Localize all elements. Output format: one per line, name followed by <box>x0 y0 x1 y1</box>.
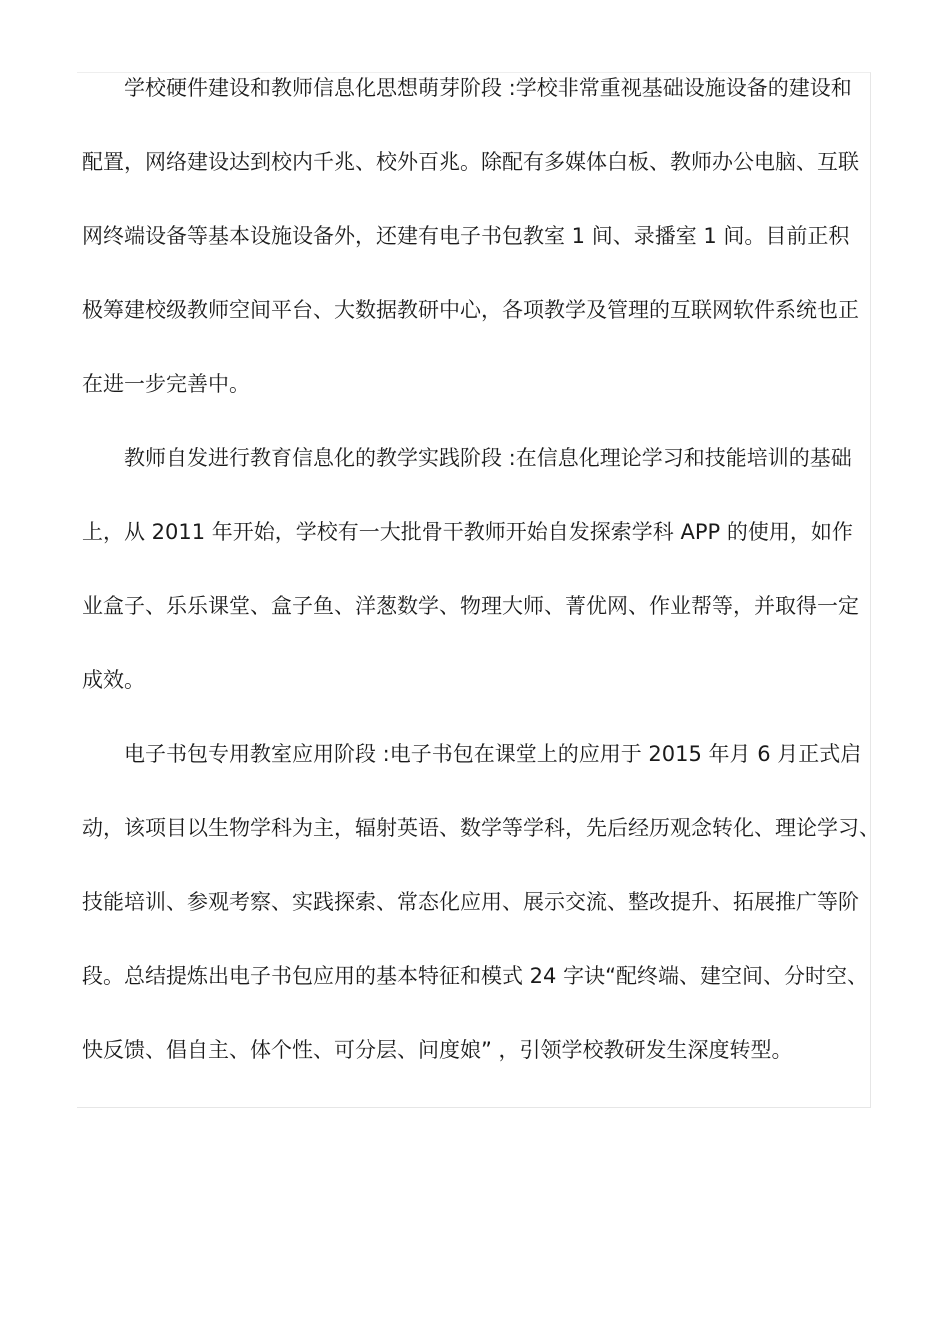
paragraph-1-line-4: 极筹建校级教师空间平台、大数据教研中心，各项教学及管理的互联网软件系统也正 <box>82 298 859 322</box>
paragraph-3-line-5: 快反馈、倡自主、体个性、可分层、问度娘” ，引领学校教研发生深度转型。 <box>82 1038 793 1062</box>
paragraph-2-line-3: 业盒子、乐乐课堂、盒子鱼、洋葱数学、物理大师、菁优网、作业帮等，并取得一定 <box>82 594 859 618</box>
paragraph-3-line-4: 段。总结提炼出电子书包应用的基本特征和模式 24 字诀“配终端、建空间、分时空、 <box>82 964 868 988</box>
paragraph-1-line-1: 学校硬件建设和教师信息化思想萌芽阶段 :学校非常重视基础设施设备的建设和 <box>124 76 852 100</box>
paragraph-1-line-2: 配置，网络建设达到校内千兆、校外百兆。除配有多媒体白板、教师办公电脑、互联 <box>82 150 859 174</box>
paragraph-3-line-2: 动，该项目以生物学科为主，辐射英语、数学等学科，先后经历观念转化、理论学习、 <box>82 816 880 840</box>
paragraph-2-line-1: 教师自发进行教育信息化的教学实践阶段 :在信息化理论学习和技能培训的基础 <box>124 446 852 470</box>
paragraph-2-line-4: 成效。 <box>82 668 145 692</box>
paragraph-2-line-2: 上，从 2011 年开始，学校有一大批骨干教师开始自发探索学科 APP 的使用，如作 <box>82 520 853 544</box>
paragraph-3-line-3: 技能培训、参观考察、实践探索、常态化应用、展示交流、整改提升、拓展推广等阶 <box>82 890 859 914</box>
paragraph-1-line-3: 网终端设备等基本设施设备外，还建有电子书包教室 1 间、录播室 1 间。目前正积 <box>82 224 850 248</box>
paragraph-3-line-1: 电子书包专用教室应用阶段 :电子书包在课堂上的应用于 2015 年月 6 月正式启 <box>124 742 862 766</box>
paragraph-1-line-5: 在进一步完善中。 <box>82 372 250 396</box>
